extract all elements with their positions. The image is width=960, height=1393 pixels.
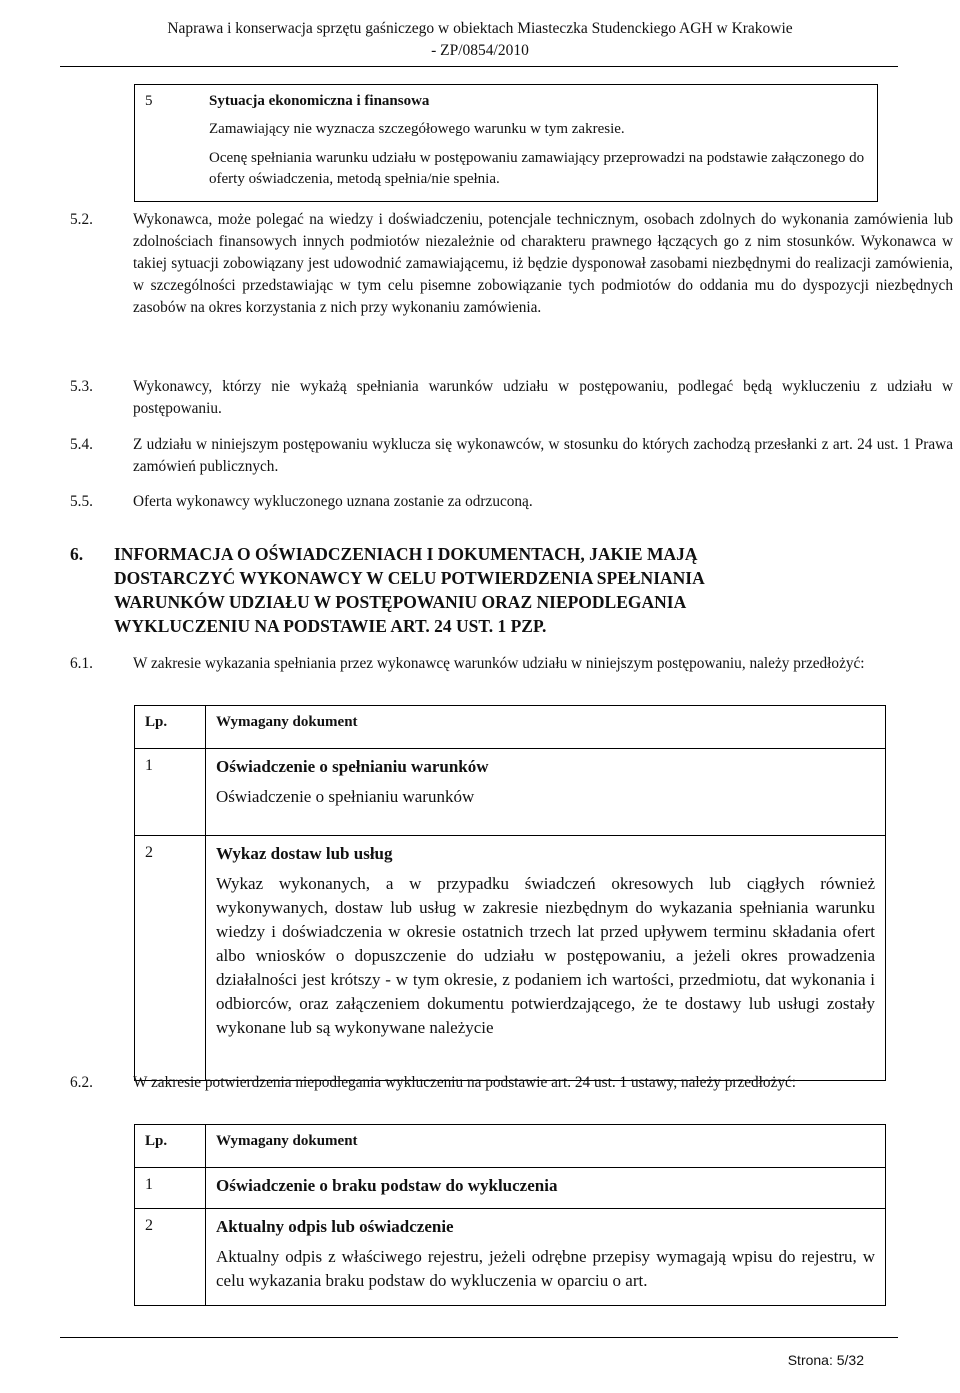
row-document-cell: [206, 1168, 886, 1209]
column-lp: Lp.: [135, 1125, 206, 1168]
section-5-number: 5: [145, 93, 153, 109]
row-title: Wykaz dostaw lub usług: [216, 844, 393, 863]
section-text: Z udziału w niniejszym postępowaniu wyklucza się wykonawców, w stosunku do których zachodzą przesłanki z art. 24 ust. 1 Prawa zamówień publicznych.: [133, 436, 953, 475]
page-header: [0, 18, 960, 62]
requirements-table-1: [134, 705, 886, 1081]
row-document-cell: [206, 749, 886, 836]
section-5-paragraph-1: Zamawiający nie wyznacza szczegółowego warunku w tym zakresie.: [209, 121, 625, 137]
table-row: [135, 1168, 886, 1209]
section-number: 5.2.: [70, 211, 93, 228]
row-number: 1: [135, 749, 206, 836]
table-row: [135, 1209, 886, 1306]
column-lp: Lp.: [135, 706, 206, 749]
row-body: Oświadczenie o spełnianiu warunków: [216, 787, 475, 806]
section-number: 5.3.: [70, 378, 93, 395]
page-number: Strona: 5/32: [787, 1352, 864, 1368]
row-title: Oświadczenie o spełnianiu warunków: [216, 757, 489, 776]
section-text: W zakresie potwierdzenia niepodlegania wykluczeniu na podstawie art. 24 ust. 1 ustawy, należy przedłożyć:: [133, 1074, 797, 1091]
row-title: Aktualny odpis lub oświadczenie: [216, 1217, 454, 1236]
section-text: Oferta wykonawcy wykluczonego uznana zostanie za odrzuconą.: [133, 493, 533, 510]
row-number: 1: [135, 1168, 206, 1209]
table-header-row: [135, 1125, 886, 1168]
section-5-box: [134, 84, 878, 202]
requirements-table-2: [134, 1124, 886, 1306]
row-document-cell: [206, 836, 886, 1081]
row-number: 2: [135, 836, 206, 1081]
section-number: 6.: [70, 544, 84, 564]
section-text: Wykonawca, może polegać na wiedzy i doświadczeniu, potencjale technicznym, osobach zdolnych do wykonania zamówienia lub zdolnościach finansowych innych podmiotów niezależnie od charakteru prawnego łączących go z nim stosunków. Wykonawca w takiej sytuacji zobowiązany jest udowodnić zamawiającemu, iż będzie dysponował zasobami niezbędnymi do realizacji zamówienia, w szczególności przedstawiając w tym celu pisemne zobowiązanie tych podmiotów do oddania mu do dyspozycji niezbędnych zasobów na okres korzystania z nich przy wykonaniu zamówienia.: [133, 211, 953, 316]
section-text: W zakresie wykazania spełniania przez wykonawcę warunków udziału w niniejszym postępowaniu, należy przedłożyć:: [133, 655, 865, 672]
row-number: 2: [135, 1209, 206, 1306]
section-number: 6.1.: [70, 655, 93, 672]
section-number: 5.5.: [70, 493, 93, 510]
footer-divider: [60, 1337, 898, 1338]
section-number: 5.4.: [70, 436, 93, 453]
header-divider: [60, 66, 898, 67]
section-5-title: Sytuacja ekonomiczna i finansowa: [209, 93, 430, 109]
header-title: Naprawa i konserwacja sprzętu gaśniczego w obiektach Miasteczka Studenckiego AGH w Krakowie: [167, 20, 793, 37]
row-title: Oświadczenie o braku podstaw do wykluczenia: [216, 1176, 558, 1195]
row-document-cell: [206, 1209, 886, 1306]
row-body: Aktualny odpis z właściwego rejestru, jeżeli odrębne przepisy wymagają wpisu do rejestru, w celu wykazania braku podstaw do wykluczenia w oparciu o art.: [216, 1247, 875, 1290]
header-reference: - ZP/0854/2010: [431, 42, 529, 59]
section-number: 6.2.: [70, 1074, 93, 1091]
column-document: Wymagany dokument: [206, 706, 886, 749]
column-document: Wymagany dokument: [206, 1125, 886, 1168]
section-heading-rest: DOSTARCZYĆ WYKONAWCY W CELU POTWIERDZENIA SPEŁNIANIA WARUNKÓW UDZIAŁU W POSTĘPOWANIU ORAZ NIEPODLEGANIA WYKLUCZENIU NA PODSTAWIE ART. 24 UST. 1 PZP.: [114, 568, 705, 636]
section-heading-line-1: INFORMACJA O OŚWIADCZENIACH I DOKUMENTACH, JAKIE MAJĄ: [114, 544, 698, 564]
table-header-row: [135, 706, 886, 749]
row-body: Wykaz wykonanych, a w przypadku świadczeń okresowych lub ciągłych również wykonywanych, dostaw lub usług w zakresie niezbędnym do wykazania spełniania warunku wiedzy i doświadczenia w okresie ostatnich trzech lat przed upływem terminu składania ofert albo wniosków o dopuszczenie do udziału w postępowaniu, a jeżeli okres prowadzenia działalności jest krótszy - w tym okresie, z podaniem ich wartości, przedmiotu, dat wykonania i odbiorców, oraz załączeniem dokumentu potwierdzającego, że te dostawy lub usługi zostały wykonane lub są wykonywane należycie: [216, 874, 875, 1037]
section-5-paragraph-2: Ocenę spełniania warunku udziału w postępowaniu zamawiający przeprowadzi na podstawie załączonego do oferty oświadczenia, metodą spełnia/nie spełnia.: [209, 150, 865, 187]
table-row: [135, 836, 886, 1081]
section-text: Wykonawcy, którzy nie wykażą spełniania warunków udziału w postępowaniu, podlegać będą wykluczeniu z udziału w postępowaniu.: [133, 378, 953, 417]
table-row: [135, 749, 886, 836]
